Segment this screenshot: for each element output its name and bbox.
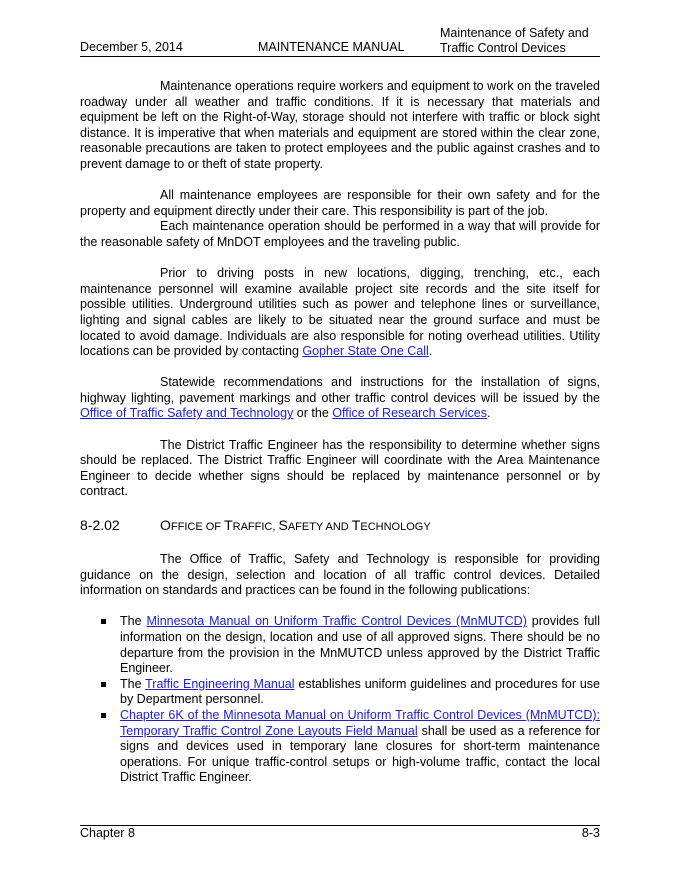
- section-title-part: T: [351, 517, 361, 534]
- header-rule: [80, 56, 600, 57]
- paragraph-statewide-recommendations: [80, 375, 600, 422]
- list-item: [80, 708, 600, 786]
- header-section-title: [440, 26, 589, 56]
- square-bullet-icon: [101, 713, 106, 718]
- section-title-part: AFETY AND: [287, 521, 352, 534]
- section-heading: [80, 516, 600, 536]
- footer-chapter: Chapter 8: [80, 826, 135, 840]
- section-intro: The Office of Traffic, Safety and Technology is responsible for providing guidance on the design, selection and location of all traffic control devices. Detailed information on standards and practices can be found in the following publications:: [80, 552, 600, 598]
- section-title-part: ECHNOLOGY: [360, 521, 431, 534]
- list-item-text: shall be used as a reference for signs and devices used in temporary lane closures for short-term maintenance operations. For unique traffic-control setups or high-volume traffic, contact the local District Traffic Engineer.: [120, 723, 600, 785]
- header-section-line1: Maintenance of Safety and: [440, 26, 589, 40]
- mnmutcd-link[interactable]: Minnesota Manual on Uniform Traffic Control Devices (MnMUTCD): [146, 614, 527, 629]
- footer-page-number: 8-3: [581, 826, 600, 840]
- section-title-part: S: [278, 517, 288, 534]
- footer-rule: [80, 825, 600, 826]
- paragraph-utilities-end: .: [428, 344, 433, 359]
- list-item-text: The: [120, 676, 146, 691]
- header-date: December 5, 2014: [80, 40, 183, 54]
- office-research-services-link[interactable]: Office of Research Services: [332, 406, 487, 421]
- section-title-part: RAFFIC,: [232, 521, 279, 534]
- paragraph-statewide-text: Statewide recommendations and instructions for the installation of signs, highway lighting, pavement markings and other traffic control devices will be issued by the: [80, 375, 600, 405]
- office-traffic-safety-link[interactable]: Office of Traffic Safety and Technology: [80, 406, 294, 421]
- square-bullet-icon: [101, 619, 106, 624]
- traffic-engineering-manual-link[interactable]: Traffic Engineering Manual: [145, 676, 295, 691]
- list-item-text: provides full information on the design, location and use of all approved signs. There should be no departure from the provision in the MnMUTCD unless approved by the District Traffic Engineer.: [120, 614, 600, 676]
- list-item: [80, 614, 600, 676]
- chapter-6k-field-manual-link[interactable]: Chapter 6K of the Minnesota Manual on Uniform Traffic Control Devices (MnMUTCD): Temporary Traffic Control Zone Layouts Field Manual: [120, 707, 600, 738]
- section-title-part: O: [160, 517, 171, 534]
- gopher-state-one-call-link[interactable]: Gopher State One Call: [302, 344, 429, 359]
- paragraph-storage: Maintenance operations require workers and equipment to work on the traveled roadway under all weather and traffic conditions. If it is necessary that materials and equipment be left on the Right-of-Way, storage should not interfere with traffic or block sight distance. It is imperative that when materials and equipment are stored within the clear zone, reasonable precautions are taken to protect employees and the public against crashes and to prevent damage to or theft of state property.: [80, 79, 600, 171]
- section-number: 8-2.02: [80, 517, 120, 534]
- paragraph-district-engineer: The District Traffic Engineer has the responsibility to determine whether signs should be replaced. The District Traffic Engineer will coordinate with the Area Maintenance Engineer to decide whether signs should be replaced by maintenance personnel or by contract.: [80, 437, 600, 499]
- publications-list: [80, 614, 600, 786]
- paragraph-statewide-mid: or the: [293, 406, 333, 421]
- page-body: [80, 79, 600, 786]
- list-item: [80, 677, 600, 708]
- header-section-line2: Traffic Control Devices: [440, 41, 566, 55]
- list-item-text: establishes uniform guidelines and procedures for use by Department personnel.: [120, 676, 600, 707]
- paragraph-statewide-end: .: [486, 406, 491, 421]
- paragraph-operation-safety: Each maintenance operation should be performed in a way that will provide for the reasonable safety of MnDOT employees and the traveling public.: [80, 219, 600, 249]
- header-manual-title: MAINTENANCE MANUAL: [258, 40, 405, 54]
- section-title: [160, 517, 431, 533]
- paragraph-employee-responsibility: All maintenance employees are responsible for their own safety and for the property and equipment directly under their care. This responsibility is part of the job.: [80, 188, 600, 218]
- list-item-text: The: [120, 614, 147, 629]
- section-title-part: FFICE OF: [170, 521, 225, 534]
- paragraph-utilities: [80, 266, 600, 360]
- square-bullet-icon: [101, 682, 106, 687]
- paragraph-utilities-text: Prior to driving posts in new locations, digging, trenching, etc., each maintenance personnel will examine available project site records and the site itself for possible utilities. Underground utilities such as power and telephone lines or surveillance, lighting and signal cables are likely to be situated near the ground surface and must be located to avoid damage. Individuals are also responsible for noting overhead utilities. Utility locations can be provided by contacting: [80, 266, 600, 359]
- section-title-part: T: [224, 517, 233, 534]
